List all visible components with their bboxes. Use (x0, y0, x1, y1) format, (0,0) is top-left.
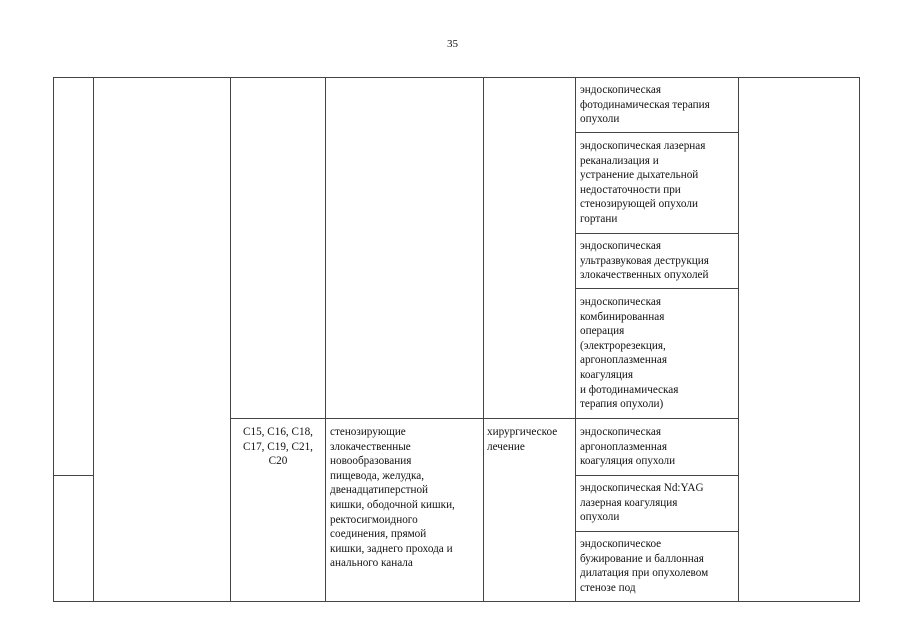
method-cell: эндоскопическая аргоноплазменная коагуляция опухоли (580, 426, 676, 468)
method-cell: эндоскопическое бужирование и баллонная дилатация при опухолевом стенозе под (580, 538, 709, 594)
method-cell: эндоскопическая комбинированная операция (электрорезекция, аргоноплазменная коагуляция и фотодинамическая терапия опухоли) (580, 296, 679, 411)
column-border (575, 77, 576, 602)
method-cell: эндоскопическая лазерная реканализация и устранение дыхательной недостаточности при стенозирующей опухоли гортани (580, 140, 706, 225)
condition-cell: стенозирующие злокачественные новообразования пищевода, желудка, двенадцатиперстной кишки, ободочной кишки, ректосигмоидного соединения, прямой кишки, заднего прохода и анального канала (330, 426, 455, 570)
row-border-edge (53, 475, 94, 476)
column-border (53, 77, 54, 602)
method-cell: эндоскопическая фотодинамическая терапия опухоли (580, 84, 710, 126)
column-border (325, 77, 326, 602)
column-border (483, 77, 484, 602)
row-border-methods (575, 288, 739, 289)
column-border (230, 77, 231, 602)
row-border-methods (575, 475, 739, 476)
row-border-group (230, 418, 739, 419)
treatment-type-cell: хирургическое лечение (487, 426, 558, 453)
method-cell: эндоскопическая ультразвуковая деструкция злокачественных опухолей (580, 240, 709, 282)
method-cell: эндоскопическая Nd:YAG лазерная коагуляция опухоли (580, 482, 704, 524)
column-border (738, 77, 739, 602)
row-border-methods (575, 132, 739, 133)
row-border-methods (575, 531, 739, 532)
row-border-methods (575, 233, 739, 234)
icd-codes-cell: C15, C16, C18, C17, C19, C21, C20 (243, 426, 313, 468)
column-border (859, 77, 860, 602)
page-number: 35 (447, 38, 458, 50)
column-border (93, 77, 94, 602)
